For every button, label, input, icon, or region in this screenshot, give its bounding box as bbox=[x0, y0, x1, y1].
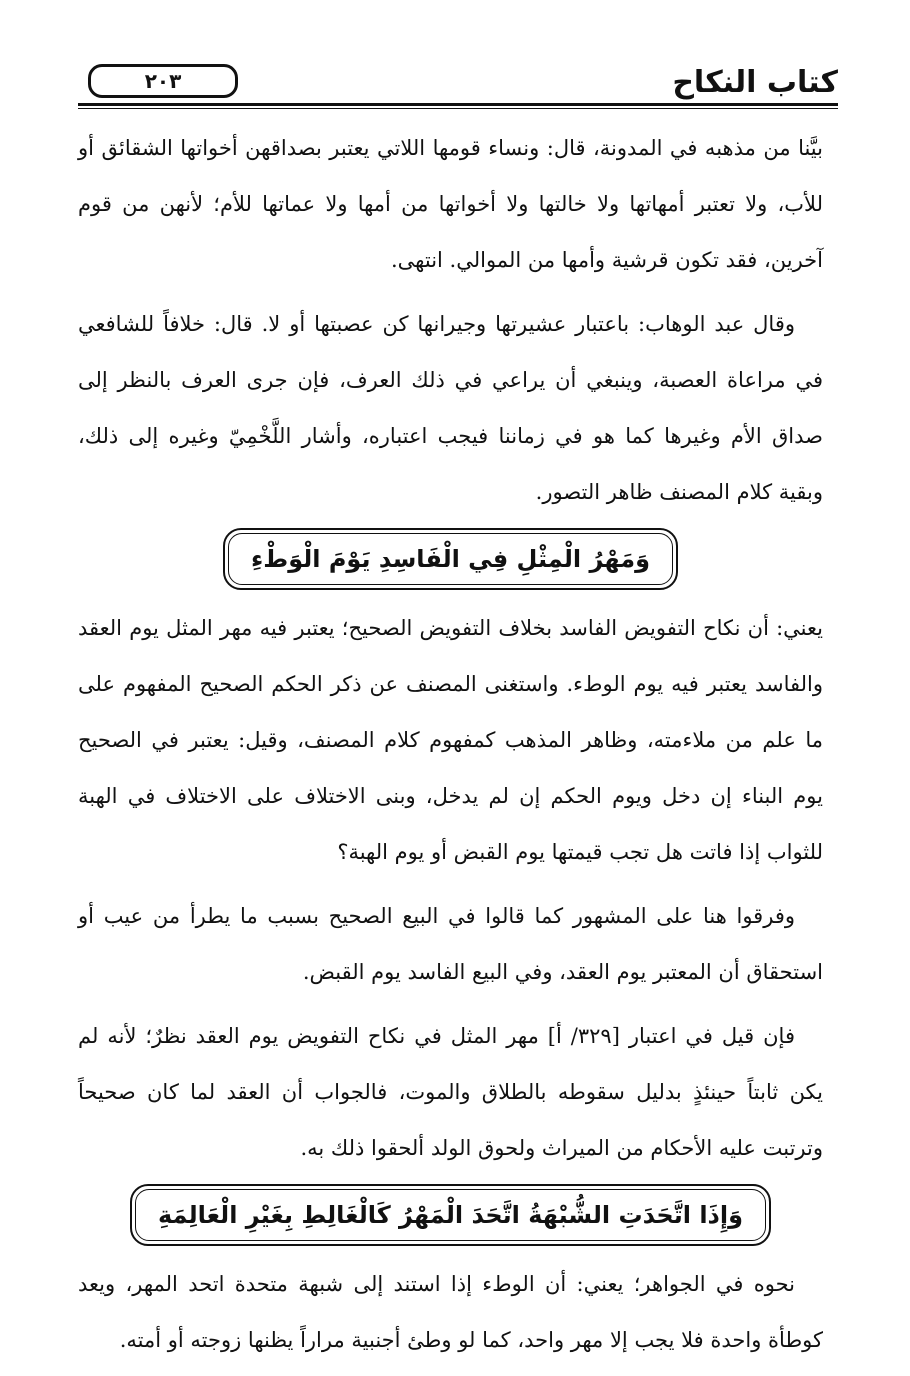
paragraph-6: نحوه في الجواهر؛ يعني: أن الوطء إذا استند إلى شبهة متحدة اتحد المهر، ويعد كوطأة واحدة فلا يجب إلا مهر واحد، كما لو وطئ أجنبية مراراً يظنها زوجته أو أمته. bbox=[78, 1272, 823, 1352]
page-header bbox=[78, 60, 838, 106]
paragraph-3: يعني: أن نكاح التفويض الفاسد بخلاف التفويض الصحيح؛ يعتبر فيه مهر المثل يوم العقد والفاسد يعتبر فيه يوم الوطء. واستغنى المصنف عن ذكر الحكم الصحيح المفهوم على ما علم من ملاءمته، وظاهر المذهب كمفهوم كلام المصنف، وقيل: يعتبر في الصحيح يوم البناء إن دخل ويوم الحكم إن لم يدخل، وبنى الاختلاف على الاختلاف في الهبة للثواب إذا فاتت هل تجب قيمتها يوم القبض أو يوم الهبة؟ bbox=[78, 616, 823, 864]
page-number: ٢٠٣ bbox=[88, 64, 238, 98]
paragraph-4: وفرقوا هنا على المشهور كما قالوا في البيع الصحيح بسبب ما يطرأ من عيب أو استحقاق أن المعتبر يوم العقد، وفي البيع الفاسد يوم القبض. bbox=[78, 904, 823, 984]
matn-text-1: وَمَهْرُ الْمِثْلِ فِي الْفَاسِدِ يَوْمَ الْوَطْءِ bbox=[228, 533, 673, 585]
book-title: كتاب النكاح bbox=[672, 65, 838, 100]
paragraph-5: فإن قيل في اعتبار [٣٢٩/ أ] مهر المثل في نكاح التفويض يوم العقد نظرٌ؛ لأنه لم يكن ثابتاً حينئذٍ بدليل سقوطه بالطلاق والموت، فالجواب أن العقد لما كان صحيحاً وترتبت عليه الأحكام من الميراث ولحوق الولد ألحقوا ذلك به. bbox=[78, 1024, 823, 1160]
matn-text-2: وَإِذَا اتَّحَدَتِ الشُّبْهَةُ اتَّحَدَ الْمَهْرُ كَالْغَالِطِ بِغَيْرِ الْعَالِمَةِ bbox=[135, 1189, 766, 1241]
paragraph-1: بيَّنا من مذهبه في المدونة، قال: ونساء قومها اللاتي يعتبر بصداقهن أخواتها الشقائق أو للأب، ولا تعتبر أمهاتها ولا خالتها ولا أخواتها من أمها ولا عماتها للأم؛ لأنهن من قوم آخرين، فقد تكون قرشية وأمها من الموالي. انتهى. bbox=[78, 136, 823, 272]
matn-box-1 bbox=[78, 528, 823, 590]
page-body bbox=[78, 120, 823, 1376]
header-rule-thin bbox=[78, 108, 838, 109]
paragraph-2: وقال عبد الوهاب: باعتبار عشيرتها وجيرانها كن عصبتها أو لا. قال: خلافاً للشافعي في مراعاة العصبة، وينبغي أن يراعي في ذلك العرف، فإن جرى العرف بالنظر إلى صداق الأم وغيرها كما هو في زماننا فيجب اعتباره، وأشار اللَّخْمِيّ وغيره إلى ذلك، وبقية كلام المصنف ظاهر التصور. bbox=[78, 312, 823, 504]
header-rule bbox=[78, 103, 838, 106]
matn-box-2 bbox=[78, 1184, 823, 1246]
